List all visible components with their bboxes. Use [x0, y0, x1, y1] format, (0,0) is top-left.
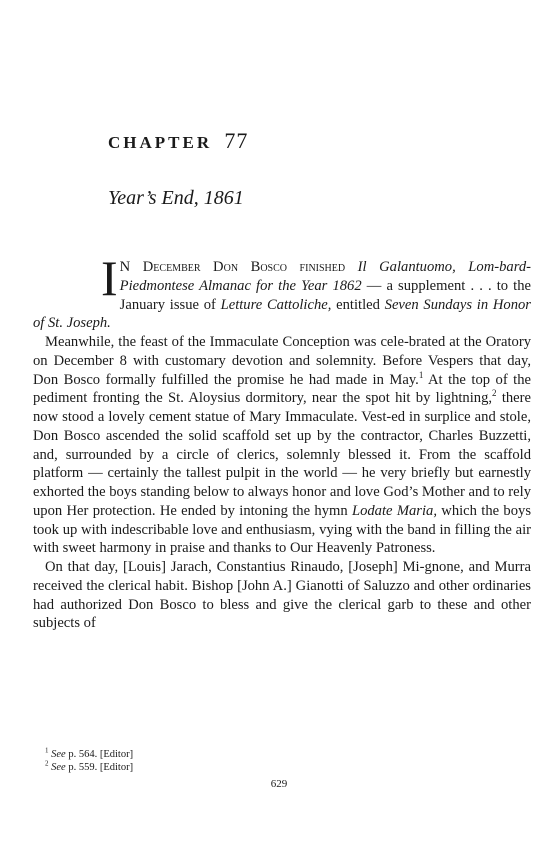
text-run: At the top of the pediment fronting the St. Aloysius dormitory, near the spot hit by lightning, — [33, 371, 531, 407]
publication-title: Letture Cattoliche, — [220, 296, 332, 313]
drop-cap: I — [101, 250, 118, 306]
footnote-see: See — [51, 762, 66, 773]
text-run: entitled — [331, 296, 385, 313]
body-text — [33, 250, 532, 633]
footnote-ref-1: 1 — [418, 369, 424, 380]
footnotes — [45, 748, 133, 774]
footnote-see: See — [51, 749, 66, 760]
booklet-title: Seven Sundays in Honor of St. Joseph. — [33, 296, 531, 332]
footnote-1 — [45, 748, 133, 761]
chapter-label: CHAPTER — [108, 133, 213, 152]
footnote-ref-2: 2 — [492, 388, 497, 399]
footnote-2 — [45, 761, 133, 774]
footnote-text: p. 559. [Editor] — [65, 762, 134, 773]
footnote-mark: 1 — [45, 746, 49, 755]
page-number: 629 — [270, 778, 288, 790]
chapter-title: Year’s End, 1861 — [108, 187, 244, 209]
text-run: which the boys took up with indescribable love and enthusiasm, vying with the band in filling the air with sweet harmony in praise and thanks to Our Heavenly Patroness. — [33, 502, 532, 557]
text-run: — a supplement . . . to the January issue of — [119, 277, 531, 313]
paragraph-2 — [33, 333, 531, 558]
footnote-mark: 2 — [45, 759, 49, 768]
text-run: Meanwhile, the feast of the Immaculate Conception was cele-brated at the Oratory on December 8 with customary devotion and solemnity. Before Vespers that day, Don Bosco formally fulfilled the promise he had made in May. — [33, 334, 531, 388]
text-run: On that day, [Louis] Jarach, Constantius Rinaudo, [Joseph] Mi-gnone, and Murra received the clerical habit. Bishop [John A.] Gianotti of Saluzzo and other ordinaries had authorized Don Bosco to bless and give the clerical garb to these and other subjects of — [33, 559, 531, 632]
text-run: there now stood a lovely cement statue of Mary Immaculate. Vest-ed in surplice and stole, Don Bosco ascended the solid scaffold set up by the contractor, Charles Buzzetti, and, surrounded by a circle of clerics, solemnly blessed it. From the scaffold platform — certainly the tallest pulpit in the world — he very briefly but earnestly exhorted the boys standing below to always honor and love God’s Mother and to rely upon Her protection. He ended by intoning the hymn — [33, 390, 531, 519]
hymn-title: Lodate Maria, — [351, 502, 437, 519]
chapter-number: 77 — [224, 128, 249, 153]
text-run: N December Don Bosco finished — [119, 259, 358, 275]
paragraph-1 — [33, 250, 532, 333]
paragraph-3 — [33, 558, 531, 633]
footnote-text: p. 564. [Editor] — [65, 749, 134, 760]
almanac-title: Il Galantuomo, Lom-bard-Piedmontese Almanac for the Year 1862 — [119, 259, 532, 294]
chapter-heading — [108, 128, 248, 154]
